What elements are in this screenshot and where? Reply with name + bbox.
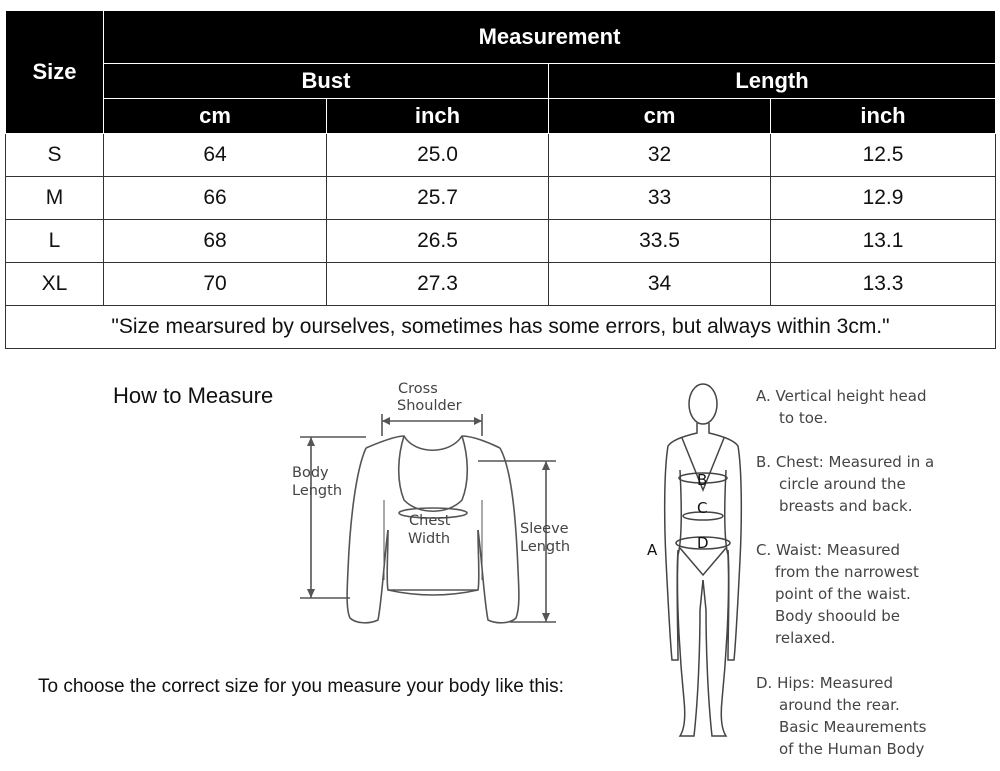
length-header: Length bbox=[549, 64, 996, 99]
bust-inch-cell: 25.7 bbox=[327, 177, 549, 220]
desc-c-line1: C. Waist: Measured bbox=[756, 541, 901, 559]
desc-c-line2: from the narrowest bbox=[775, 563, 919, 581]
length-cm-cell: 32 bbox=[549, 134, 771, 177]
bust-inch-cell: 26.5 bbox=[327, 220, 549, 263]
unit-header: inch bbox=[771, 99, 996, 134]
desc-b-line1: B. Chest: Measured in a bbox=[756, 453, 935, 471]
sleeve-label: Sleeve bbox=[520, 521, 569, 537]
unit-header: cm bbox=[549, 99, 771, 134]
table-row bbox=[6, 220, 996, 263]
measurement-note: "Size mearsured by ourselves, sometimes has some errors, but always within 3cm." bbox=[6, 306, 996, 349]
size-cell: XL bbox=[6, 263, 104, 306]
size-chart-table bbox=[5, 10, 996, 349]
body-length-label: Length bbox=[292, 483, 343, 499]
desc-c-line3: point of the waist. bbox=[775, 585, 911, 603]
instruction-text: To choose the correct size for you measure your body like this: bbox=[38, 676, 564, 697]
marker-a: A bbox=[647, 541, 658, 559]
desc-c-line5: relaxed. bbox=[775, 629, 836, 647]
length-cm-cell: 33 bbox=[549, 177, 771, 220]
bust-cm-cell: 66 bbox=[104, 177, 327, 220]
sleeve-length-label: Length bbox=[520, 539, 571, 555]
table-row bbox=[6, 263, 996, 306]
marker-b: B bbox=[697, 471, 708, 489]
marker-d: D bbox=[697, 534, 709, 552]
desc-d-line2: around the rear. bbox=[779, 696, 900, 714]
desc-d-line1: D. Hips: Measured bbox=[756, 674, 893, 692]
desc-d-line4: of the Human Body bbox=[779, 740, 925, 758]
table-row bbox=[6, 134, 996, 177]
length-cm-cell: 34 bbox=[549, 263, 771, 306]
bust-cm-cell: 70 bbox=[104, 263, 327, 306]
size-cell: S bbox=[6, 134, 104, 177]
bust-inch-cell: 25.0 bbox=[327, 134, 549, 177]
marker-c: C bbox=[697, 499, 708, 517]
table-row bbox=[6, 177, 996, 220]
bust-cm-cell: 68 bbox=[104, 220, 327, 263]
unit-header: cm bbox=[104, 99, 327, 134]
desc-a-line1: A. Vertical height head bbox=[756, 387, 927, 405]
measurement-header: Measurement bbox=[104, 11, 996, 64]
bust-cm-cell: 64 bbox=[104, 134, 327, 177]
length-cm-cell: 33.5 bbox=[549, 220, 771, 263]
desc-b-line3: breasts and back. bbox=[779, 497, 913, 515]
desc-a-line2: to toe. bbox=[779, 409, 828, 427]
length-inch-cell: 13.3 bbox=[771, 263, 996, 306]
cross-label-1: Cross bbox=[398, 381, 438, 397]
size-cell: L bbox=[6, 220, 104, 263]
shoulder-label: Shoulder bbox=[397, 398, 462, 414]
length-inch-cell: 12.5 bbox=[771, 134, 996, 177]
body-label: Body bbox=[292, 465, 329, 481]
how-to-measure-title: How to Measure bbox=[113, 383, 274, 408]
unit-header: inch bbox=[327, 99, 549, 134]
size-cell: M bbox=[6, 177, 104, 220]
size-header: Size bbox=[6, 11, 104, 134]
bust-header: Bust bbox=[104, 64, 549, 99]
length-inch-cell: 13.1 bbox=[771, 220, 996, 263]
desc-d-line3: Basic Meaurements bbox=[779, 718, 927, 736]
body-figure bbox=[640, 380, 760, 760]
desc-c-line4: Body shoould be bbox=[775, 607, 901, 625]
chest-width-label: Width bbox=[408, 531, 451, 547]
bust-inch-cell: 27.3 bbox=[327, 263, 549, 306]
desc-b-line2: circle around the bbox=[779, 475, 906, 493]
length-inch-cell: 12.9 bbox=[771, 177, 996, 220]
chest-label: Chest bbox=[409, 513, 451, 529]
